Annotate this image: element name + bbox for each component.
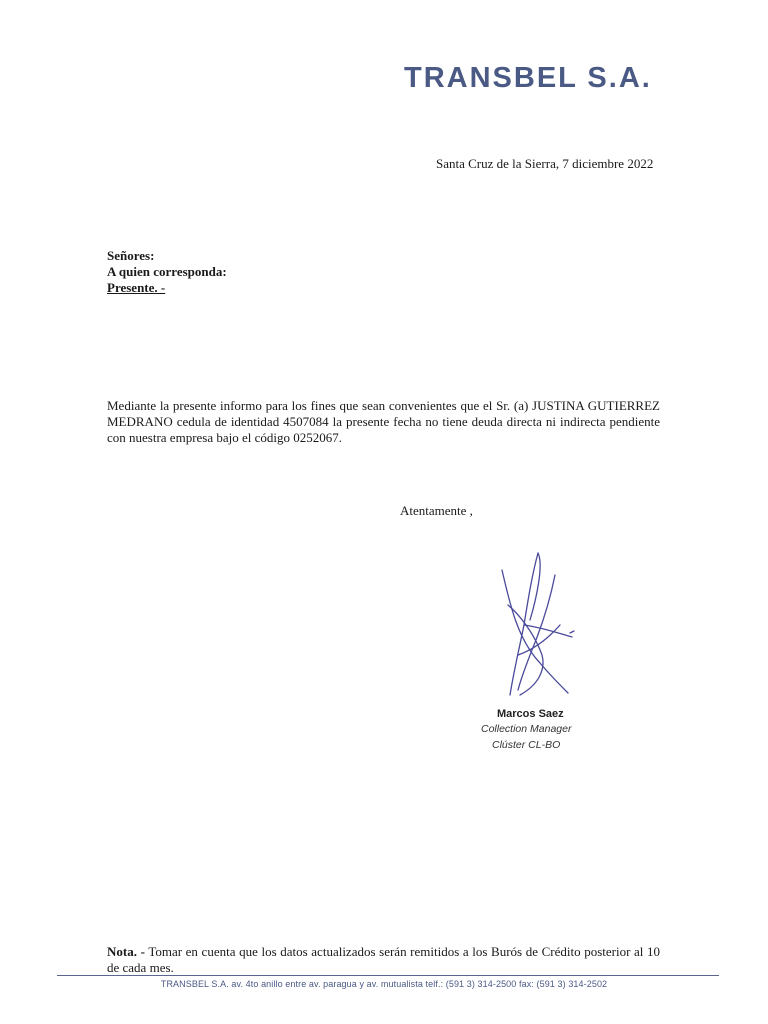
date-line: Santa Cruz de la Sierra, 7 diciembre 2022	[436, 156, 654, 171]
addressee-line-2: A quien corresponda:	[107, 264, 227, 279]
signatory-title: Collection Manager	[481, 723, 572, 735]
closing-line: Atentamente ,	[400, 503, 473, 518]
note-label: Nota. -	[107, 944, 145, 959]
note-paragraph	[107, 944, 660, 976]
footer-divider	[57, 975, 719, 976]
body-paragraph: Mediante la presente informo para los fines que sean convenientes que el Sr. (a) JUSTINA GUTIERREZ MEDRANO cedula de identidad 4507084 la presente fecha no tiene deuda directa ni indirecta pendiente con nuestra empresa bajo el código 0252067.	[107, 398, 660, 445]
footer-address: TRANSBEL S.A. av. 4to anillo entre av. paragua y av. mutualista telf.: (591 3) 314-2500 fax: (591 3) 314-2502	[160, 979, 608, 989]
addressee-line-3: Presente. -	[107, 280, 166, 295]
signatory-cluster: Clúster CL-BO	[492, 739, 561, 751]
signatory-name: Marcos Saez	[497, 708, 564, 720]
note-text: Tomar en cuenta que los datos actualizados serán remitidos a los Burós de Crédito posterior al 10 de cada mes.	[107, 944, 661, 975]
addressee-line-1: Señores:	[107, 248, 155, 263]
handwritten-signature	[480, 545, 590, 710]
company-logo: TRANSBEL S.A.	[404, 62, 652, 94]
